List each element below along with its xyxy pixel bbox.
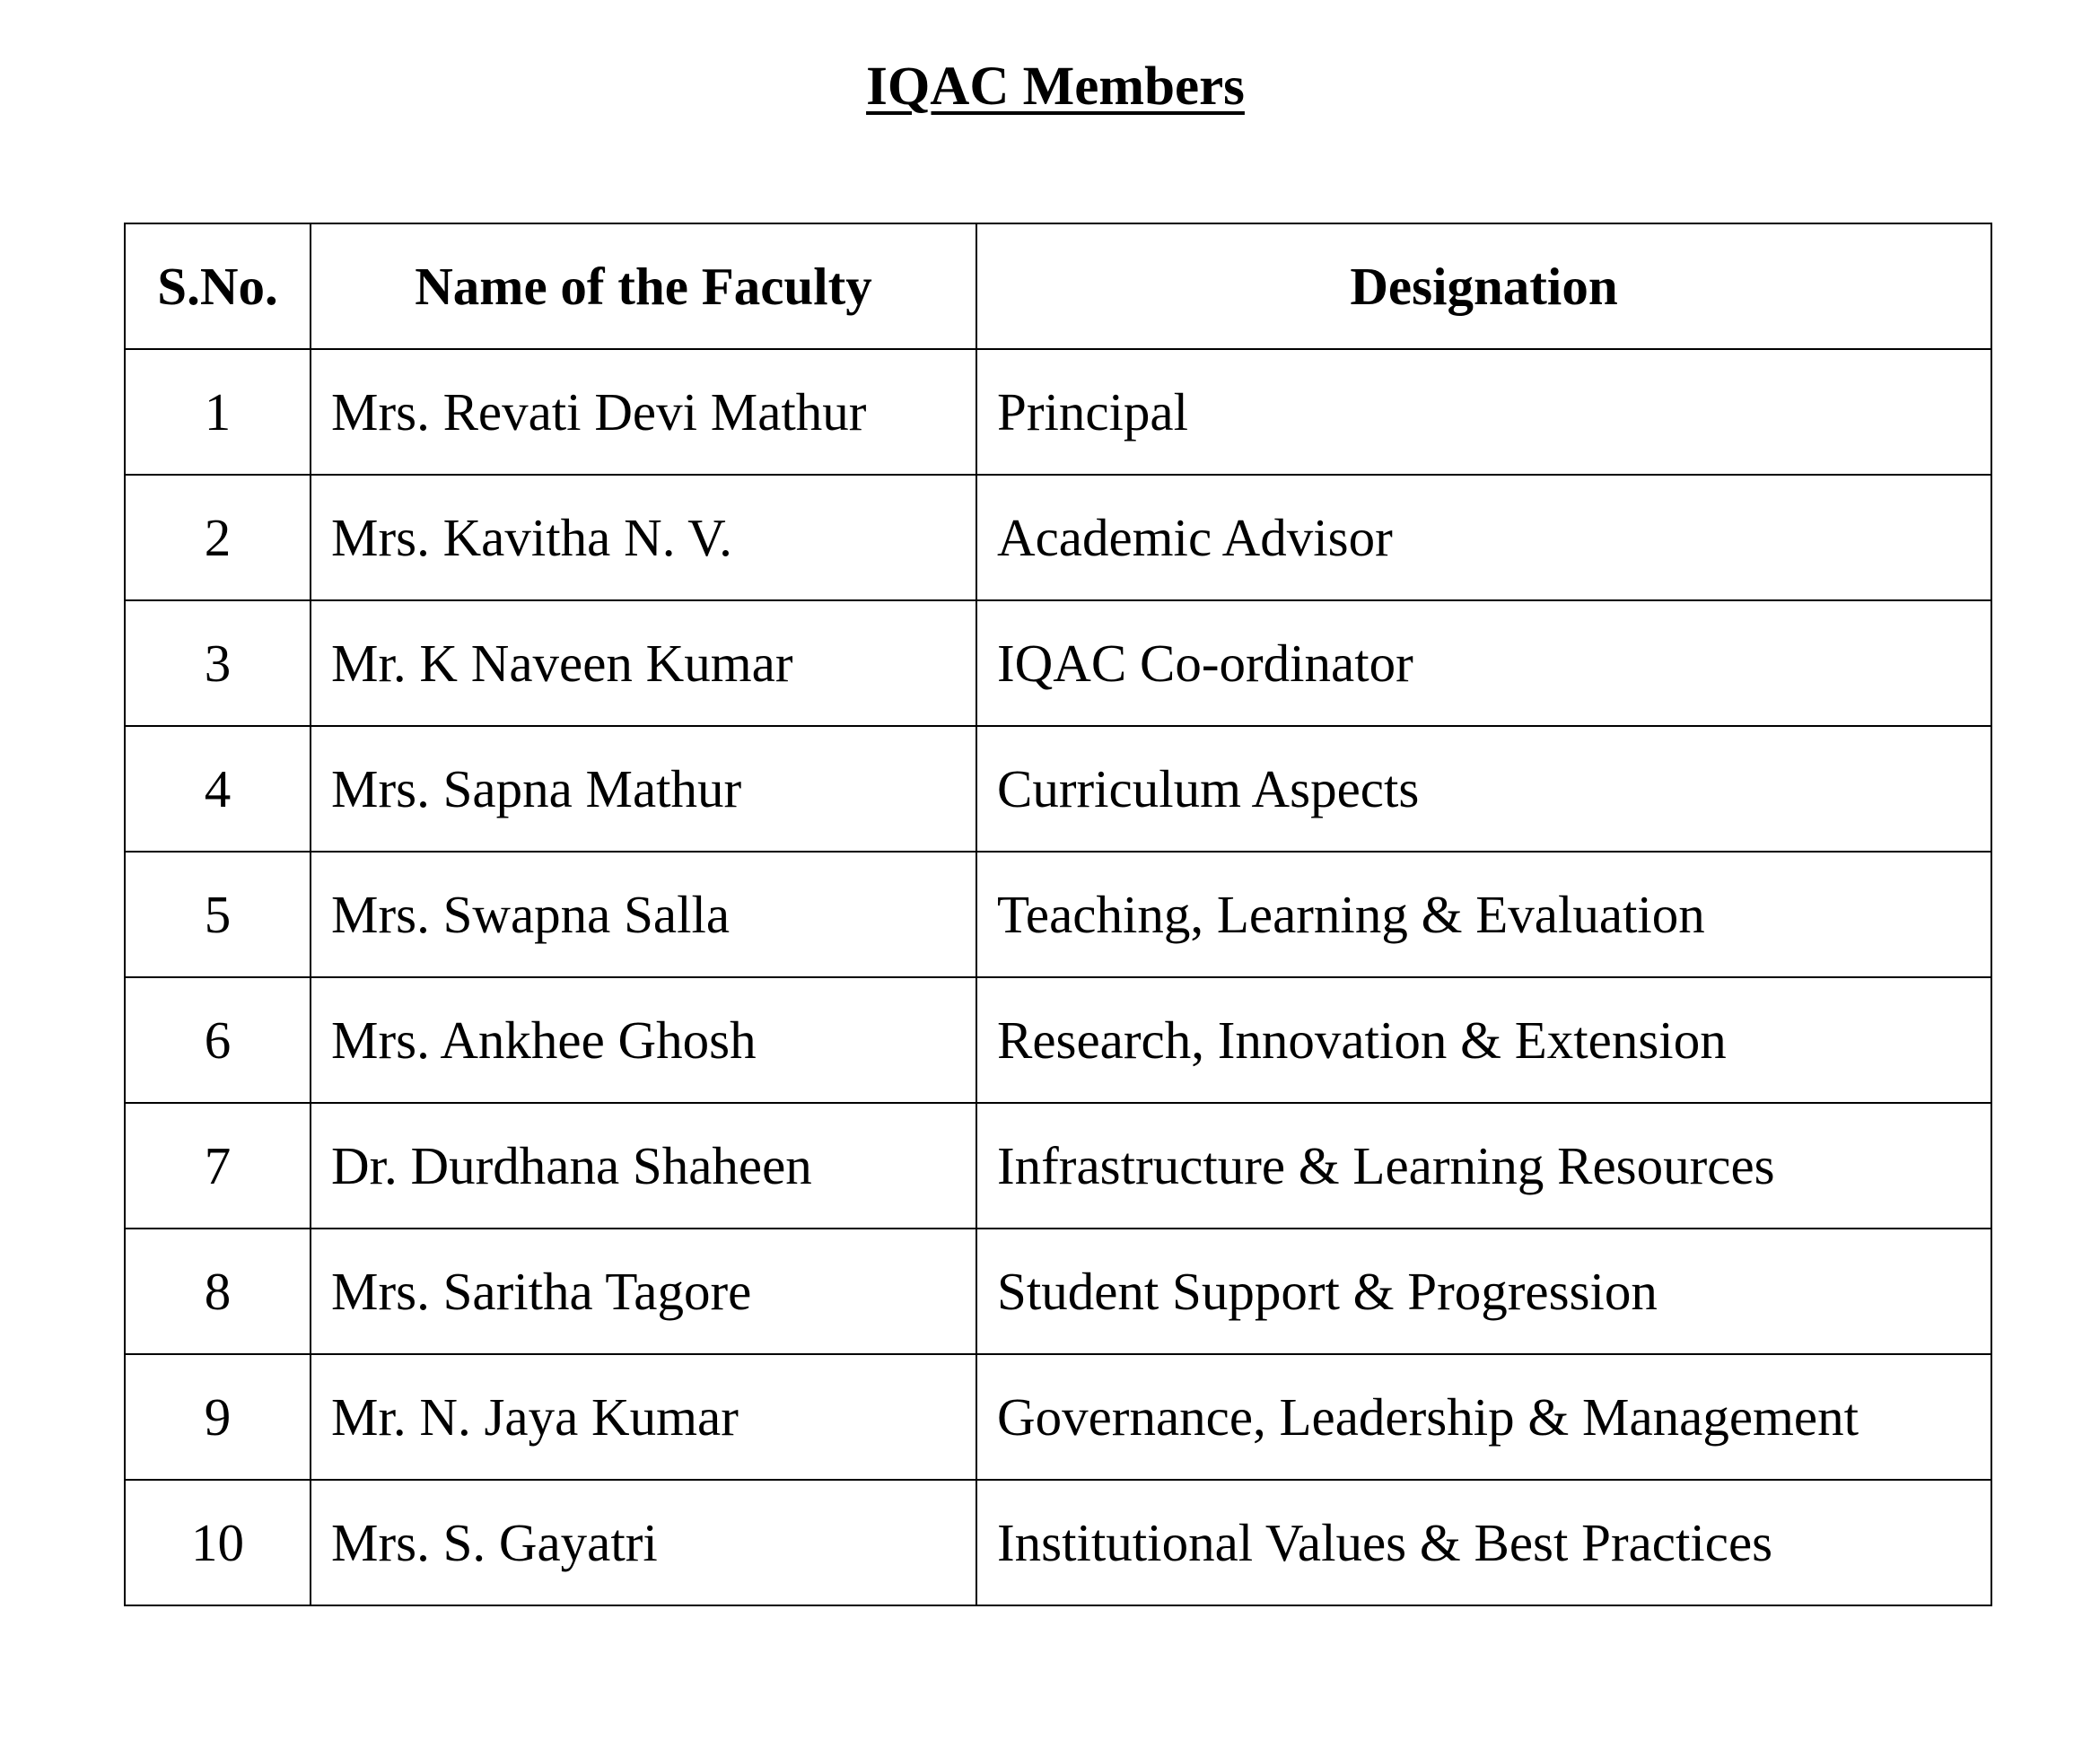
cell-name: Mrs. Ankhee Ghosh xyxy=(311,977,976,1103)
cell-sno: 10 xyxy=(125,1480,311,1605)
table-row xyxy=(125,600,1991,726)
table-row xyxy=(125,1103,1991,1229)
table-row xyxy=(125,1480,1991,1605)
cell-sno: 2 xyxy=(125,475,311,600)
cell-designation: Research, Innovation & Extension xyxy=(976,977,1991,1103)
header-sno: S.No. xyxy=(125,223,311,349)
cell-name: Mrs. Kavitha N. V. xyxy=(311,475,976,600)
table-row xyxy=(125,726,1991,852)
cell-sno: 5 xyxy=(125,852,311,977)
cell-designation: Principal xyxy=(976,349,1991,475)
cell-name: Mrs. Saritha Tagore xyxy=(311,1229,976,1354)
cell-designation: Governance, Leadership & Management xyxy=(976,1354,1991,1480)
cell-sno: 4 xyxy=(125,726,311,852)
cell-name: Mrs. Sapna Mathur xyxy=(311,726,976,852)
cell-name: Dr. Durdhana Shaheen xyxy=(311,1103,976,1229)
table-row xyxy=(125,475,1991,600)
table-row xyxy=(125,349,1991,475)
cell-sno: 7 xyxy=(125,1103,311,1229)
cell-sno: 9 xyxy=(125,1354,311,1480)
cell-designation: Student Support & Progression xyxy=(976,1229,1991,1354)
cell-designation: Institutional Values & Best Practices xyxy=(976,1480,1991,1605)
cell-sno: 3 xyxy=(125,600,311,726)
cell-designation: Curriculum Aspects xyxy=(976,726,1991,852)
header-designation: Designation xyxy=(976,223,1991,349)
cell-name: Mrs. Swapna Salla xyxy=(311,852,976,977)
cell-sno: 6 xyxy=(125,977,311,1103)
cell-name: Mrs. Revati Devi Mathur xyxy=(311,349,976,475)
table-row xyxy=(125,852,1991,977)
cell-sno: 1 xyxy=(125,349,311,475)
members-table xyxy=(124,223,1992,1606)
cell-designation: Academic Advisor xyxy=(976,475,1991,600)
table-row xyxy=(125,1229,1991,1354)
cell-name: Mrs. S. Gayatri xyxy=(311,1480,976,1605)
table-row xyxy=(125,1354,1991,1480)
cell-designation: IQAC Co-ordinator xyxy=(976,600,1991,726)
table-row xyxy=(125,977,1991,1103)
header-name: Name of the Faculty xyxy=(311,223,976,349)
cell-sno: 8 xyxy=(125,1229,311,1354)
cell-name: Mr. N. Jaya Kumar xyxy=(311,1354,976,1480)
cell-name: Mr. K Naveen Kumar xyxy=(311,600,976,726)
cell-designation: Teaching, Learning & Evaluation xyxy=(976,852,1991,977)
page-title: IQAC Members xyxy=(866,57,1245,117)
cell-designation: Infrastructure & Learning Resources xyxy=(976,1103,1991,1229)
table-header-row xyxy=(125,223,1991,349)
